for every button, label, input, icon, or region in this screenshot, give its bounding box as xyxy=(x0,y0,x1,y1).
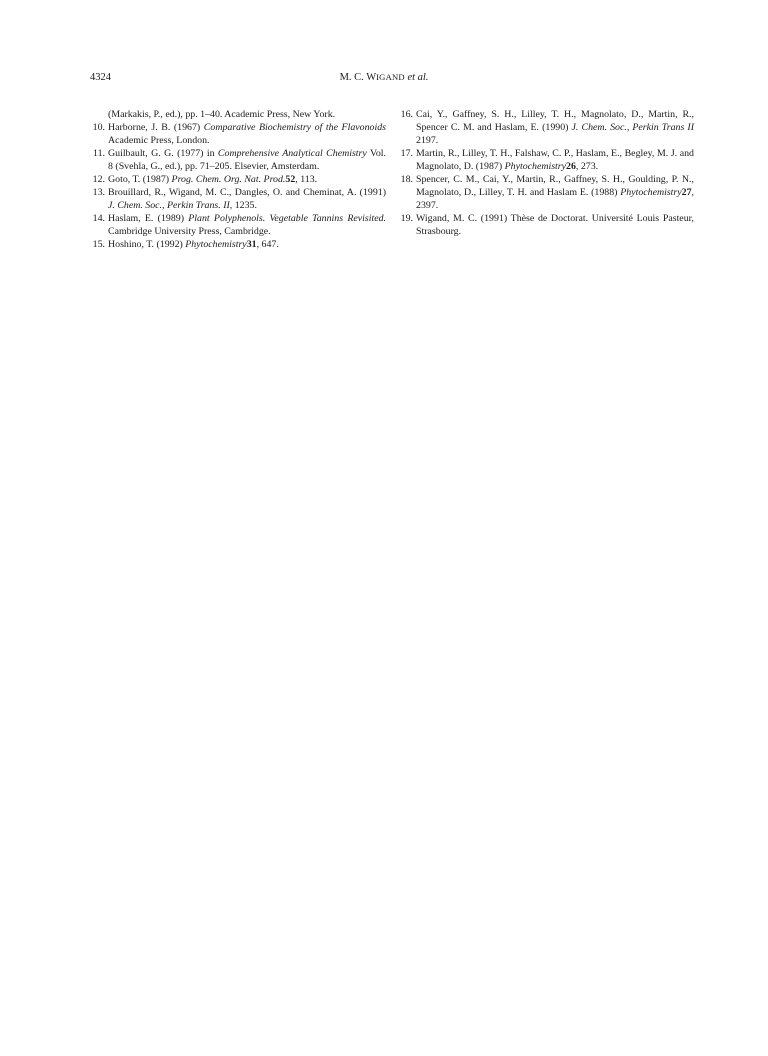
reference-item xyxy=(90,147,386,173)
reference-text: Cai, Y., Gaffney, S. H., Lilley, T. H., Magnolato, D., Martin, R., Spencer C. M. and Haslam, E. (1990) xyxy=(416,109,694,133)
reference-number: 10. xyxy=(92,122,105,133)
reference-number: 19. xyxy=(400,213,413,224)
reference-title: J. Chem. Soc., Perkin Trans II xyxy=(571,122,694,133)
references-left-column xyxy=(90,108,386,251)
reference-title: Phytochemistry xyxy=(620,187,682,198)
reference-number: 17. xyxy=(400,148,413,159)
reference-item xyxy=(90,238,386,251)
reference-number: 16. xyxy=(400,109,413,120)
reference-title: Comprehensive Analytical Chemistry xyxy=(217,148,367,159)
reference-text: Harborne, J. B. (1967) xyxy=(108,122,204,133)
reference-number: 18. xyxy=(400,174,413,185)
reference-text: , 273. xyxy=(575,161,599,172)
running-head-etal: et al. xyxy=(407,72,429,83)
reference-volume: 31 xyxy=(246,239,257,250)
reference-text: Academic Press, London. xyxy=(108,135,210,146)
running-head-author-smallcaps: IGAND xyxy=(376,72,405,82)
reference-number: 13. xyxy=(92,187,105,198)
reference-text: Haslam, E. (1989) xyxy=(108,213,189,224)
reference-item xyxy=(398,147,694,173)
reference-text: , 2397. xyxy=(416,187,694,211)
reference-number: 14. xyxy=(92,213,105,224)
reference-item xyxy=(90,121,386,147)
reference-text: , 113. xyxy=(295,174,318,185)
reference-title: Phytochemistry xyxy=(185,239,247,250)
reference-text: 1235. xyxy=(232,200,257,211)
reference-text: Vol. 8 (Svehla, G., ed.), pp. 71–205. Elsevier, Amsterdam. xyxy=(108,148,386,172)
reference-text: Spencer, C. M., Cai, Y., Martin, R., Gaffney, S. H., Goulding, P. N., Magnolato, D., Lilley, T. H. and Haslam E. (1988) xyxy=(416,174,694,198)
reference-item xyxy=(398,173,694,212)
reference-title: J. Chem. Soc., Perkin Trans. II, xyxy=(108,200,233,211)
reference-number: 12. xyxy=(92,174,105,185)
reference-title: Prog. Chem. Org. Nat. Prod. xyxy=(171,174,286,185)
reference-volume: 26 xyxy=(566,161,576,172)
reference-title: Phytochemistry xyxy=(504,161,567,172)
reference-item xyxy=(90,173,386,186)
reference-text: Cambridge University Press, Cambridge. xyxy=(108,226,271,237)
reference-volume: 52 xyxy=(285,174,296,185)
reference-item xyxy=(398,108,694,147)
reference-number: 11. xyxy=(93,148,105,159)
references-right-column xyxy=(398,108,694,238)
reference-text: Goto, T. (1987) xyxy=(108,174,172,185)
reference-text: Guilbault, G. G. (1977) in xyxy=(108,148,218,159)
reference-volume: 27 xyxy=(681,187,692,198)
reference-item xyxy=(90,212,386,238)
reference-item xyxy=(90,186,386,212)
reference-number: 15. xyxy=(92,239,105,250)
running-head xyxy=(0,72,768,83)
running-head-author: M. C. W xyxy=(339,72,377,83)
reference-text: (Markakis, P., ed.), pp. 1–40. Academic Press, New York. xyxy=(108,109,336,120)
reference-text: Martin, R., Lilley, T. H., Falshaw, C. P., Haslam, E., Begley, M. J. and Magnolato, D. (1987) xyxy=(416,148,694,172)
reference-title: Plant Polyphenols. Vegetable Tannins Revisited. xyxy=(188,213,386,224)
reference-text: 2197. xyxy=(416,135,439,146)
reference-text: , 647. xyxy=(256,239,279,250)
reference-item xyxy=(90,108,386,121)
reference-text: Hoshino, T. (1992) xyxy=(108,239,186,250)
reference-item xyxy=(398,212,694,238)
page-number: 4324 xyxy=(90,72,111,83)
reference-text: Brouillard, R., Wigand, M. C., Dangles, O. and Cheminat, A. (1991) xyxy=(108,187,386,198)
reference-title: Comparative Biochemistry of the Flavonoids xyxy=(203,122,386,133)
reference-text: Wigand, M. C. (1991) Thèse de Doctorat. Université Louis Pasteur, Strasbourg. xyxy=(416,213,694,237)
